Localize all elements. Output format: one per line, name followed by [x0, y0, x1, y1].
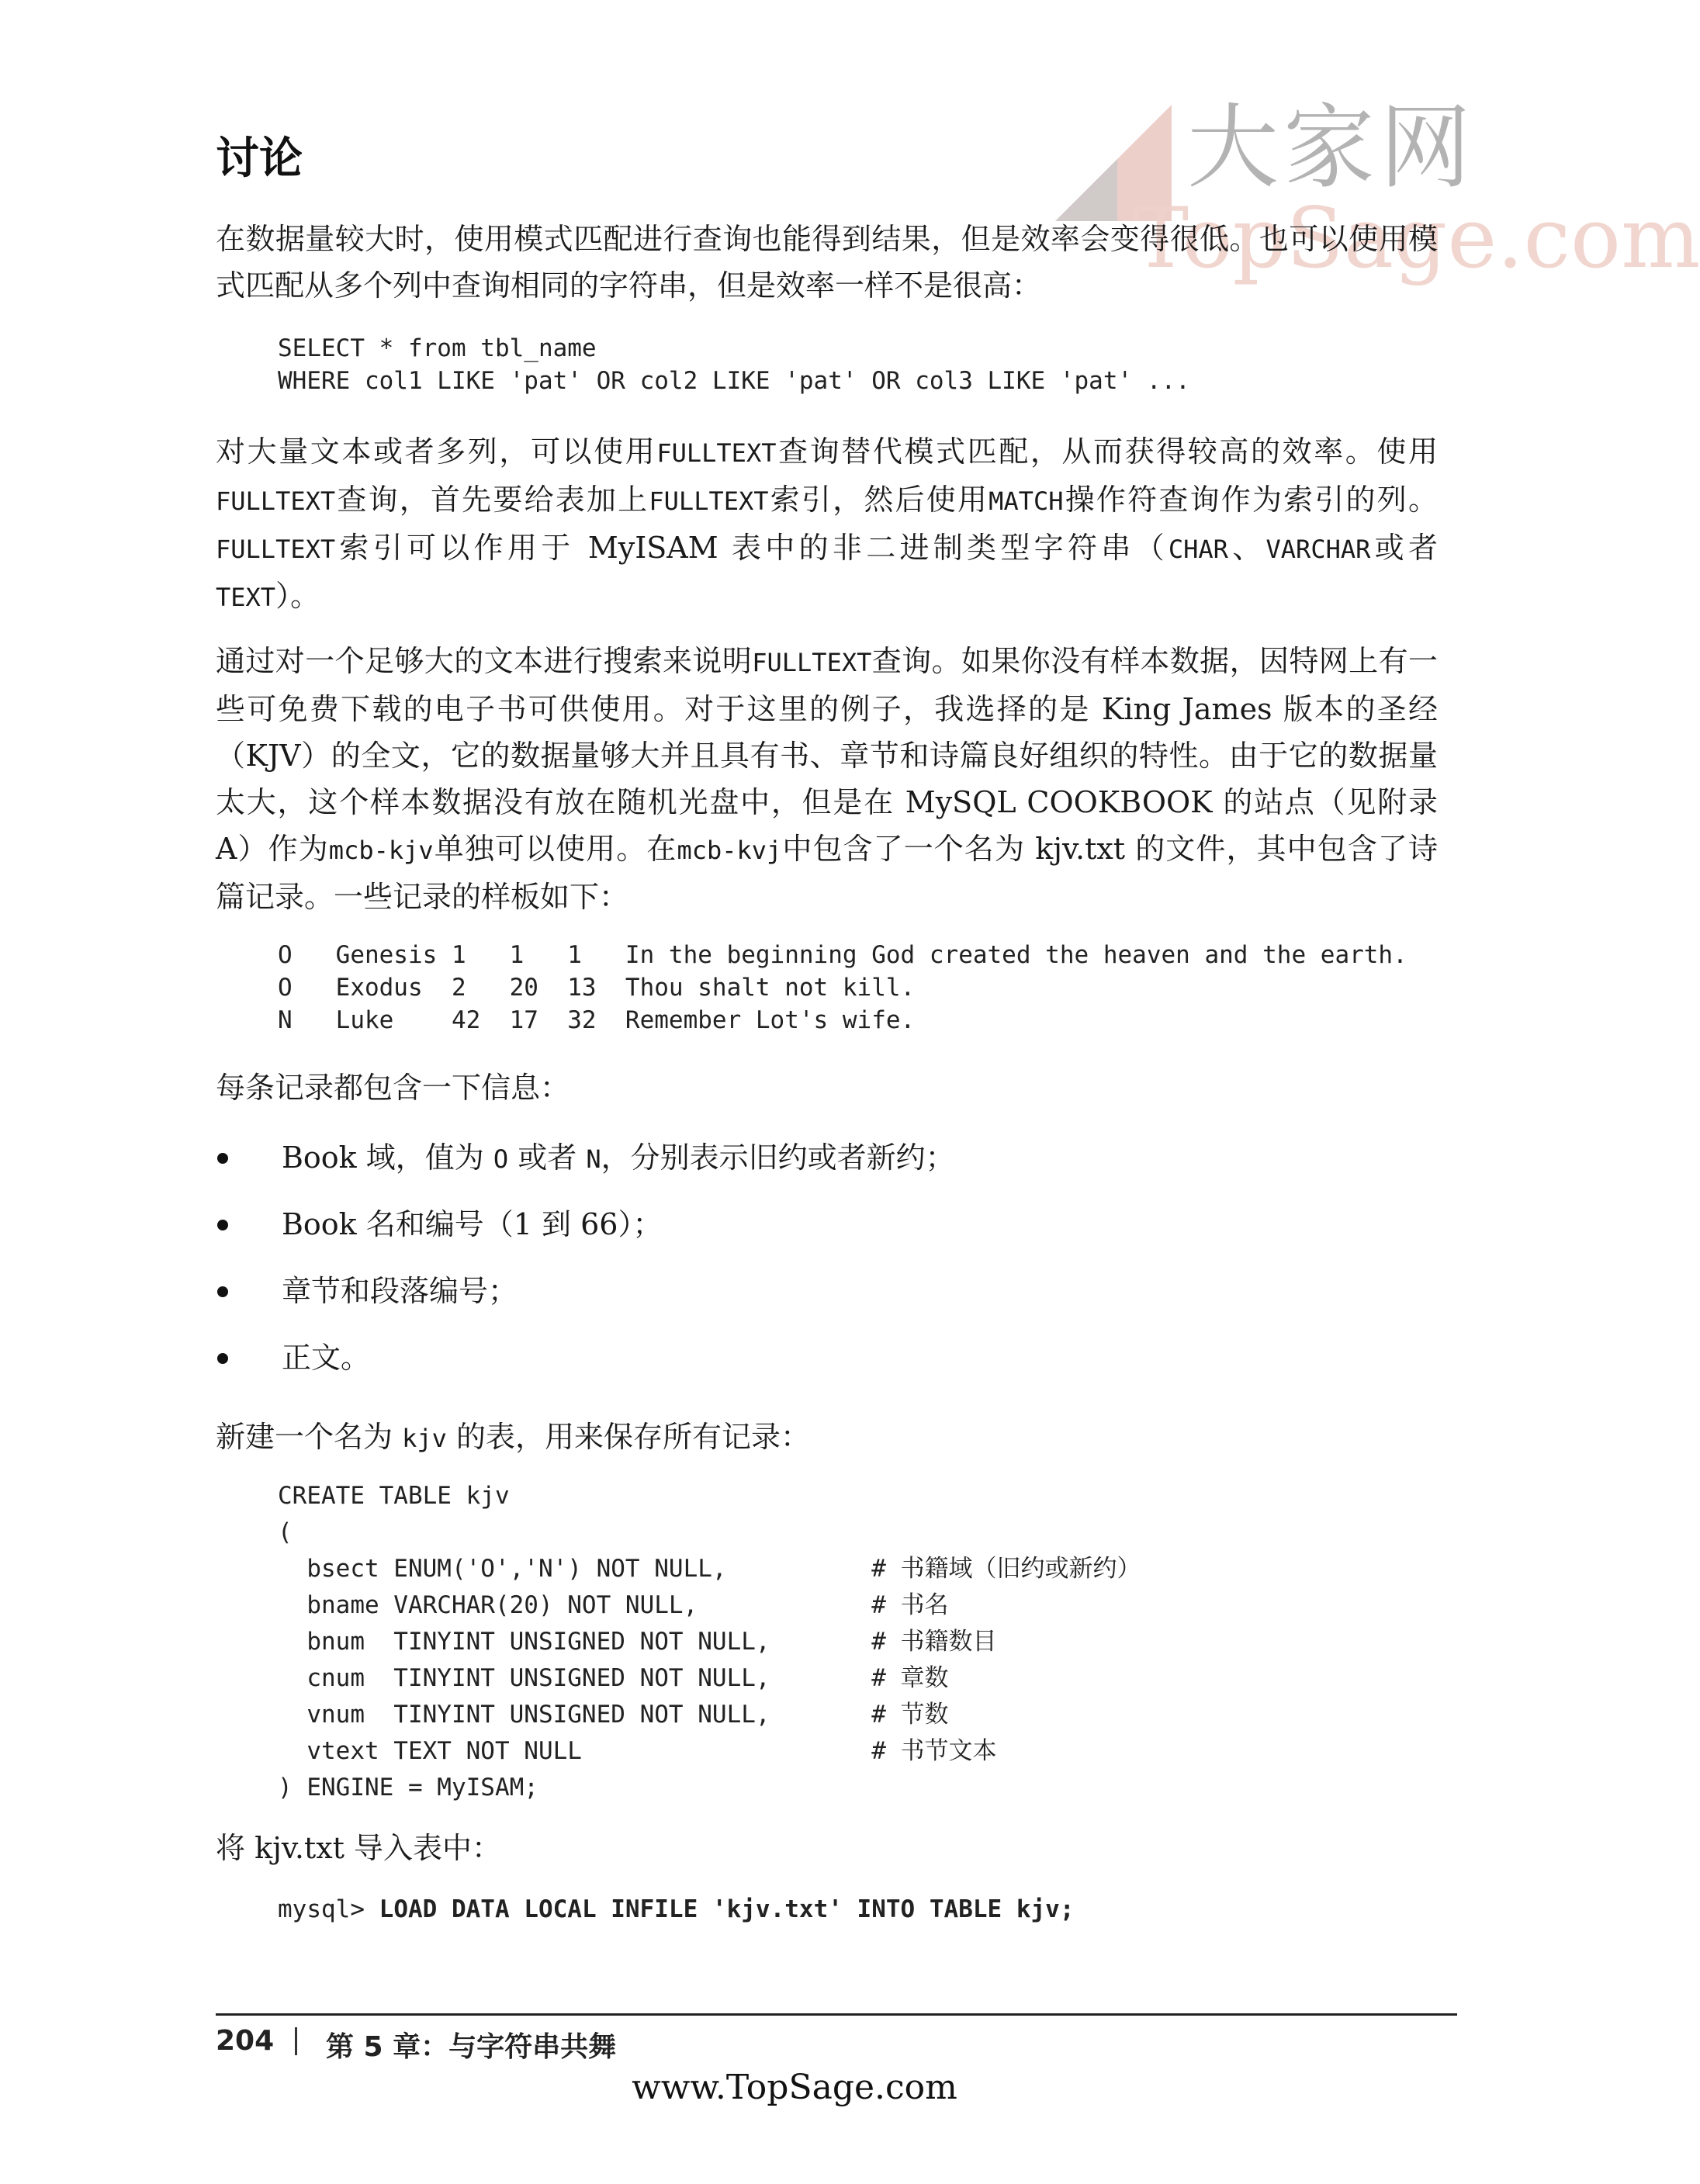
bullet-icon — [217, 1220, 228, 1230]
watermark-english: TopSage.com — [1133, 190, 1700, 287]
section-heading: 讨论 — [216, 133, 303, 184]
list-item: 章节和段落编号； — [216, 1268, 1380, 1334]
page-number: 204 — [216, 2025, 275, 2057]
field-list — [216, 1134, 1380, 1401]
code-load-data: mysql> LOAD DATA LOCAL INFILE 'kjv.txt' INTO TABLE kjv; — [278, 1895, 1075, 1923]
list-item: Book 域，值为 O 或者 N，分别表示旧约或者新约； — [216, 1134, 1380, 1201]
paragraph-4: 每条记录都包含一下信息： — [216, 1071, 570, 1105]
paragraph-2: 对大量文本或者多列，可以使用FULLTEXT查询替代模式匹配，从而获得较高的效率。使用FULLTEXT查询，首先要给表加上FULLTEXT索引，然后使用MATCH操作符查询作为索引的列。FULLTEXT索引可以作用于 MyISAM 表中的非二进制类型字符串（CHAR、VARCHAR或者 TEXT）。 — [216, 434, 1438, 613]
code-create-table: CREATE TABLE kjv ( bsect ENUM('O','N') NOT NULL, # 书籍域（旧约或新约） bname VARCHAR(20) NOT NULL, # 书名 bnum TINYINT UNSIGNED NOT NULL, # 书籍数目 cnum TINYINT UNSIGNED NOT NULL, # 章数 vnum TINYINT UNSIGNED NOT NULL, # 节数 vtext TEXT NOT NULL # 书节文本 ) ENGINE = MyISAM; — [278, 1482, 1141, 1802]
watermark-chinese: 大家网 — [1187, 94, 1477, 201]
code-select-like: SELECT * from tbl_name WHERE col1 LIKE 'pat' OR col2 LIKE 'pat' OR col3 LIKE 'pat' ... — [278, 334, 1190, 395]
bullet-icon — [217, 1286, 228, 1297]
paragraph-3: 通过对一个足够大的文本进行搜索来说明FULLTEXT查询。如果你没有样本数据，因特网上有一些可免费下载的电子书可供使用。对于这里的例子，我选择的是 King James 版本的圣经（KJV）的全文，它的数据量够大并且具有书、章节和诗篇良好组织的特性。由于它的数据量太大，这个样本数据没有放在随机光盘中，但是在 MySQL COOKBOOK 的站点（见附录 A）作为mcb-kjv单独可以使用。在mcb-kvj中包含了一个名为 kjv.txt 的文件，其中包含了诗篇记录。一些记录的样板如下： — [216, 644, 1438, 914]
paragraph-6: 将 kjv.txt 导入表中： — [216, 1831, 501, 1865]
chapter-title: 第 5 章：与字符串共舞 — [326, 2031, 617, 2063]
bullet-icon — [217, 1353, 228, 1364]
footer-rule — [216, 2013, 1457, 2016]
bullet-icon — [217, 1153, 228, 1164]
list-item: 正文。 — [216, 1334, 1380, 1401]
paragraph-1: 在数据量较大时，使用模式匹配进行查询也能得到结果，但是效率会变得很低。也可以使用模式匹配从多个列中查询相同的字符串，但是效率一样不是很高： — [216, 222, 1438, 303]
paragraph-5: 新建一个名为 kjv 的表，用来保存所有记录： — [216, 1420, 811, 1454]
code-sample-records: O Genesis 1 1 1 In the beginning God created the heaven and the earth. O Exodus 2 20 13 Thou shalt not kill. N Luke 42 17 32 Remember Lot's wife. — [278, 941, 1407, 1034]
list-item: Book 名和编号（1 到 66）； — [216, 1201, 1380, 1268]
site-url: www.TopSage.com — [632, 2068, 957, 2107]
footer-separator — [295, 2027, 297, 2055]
